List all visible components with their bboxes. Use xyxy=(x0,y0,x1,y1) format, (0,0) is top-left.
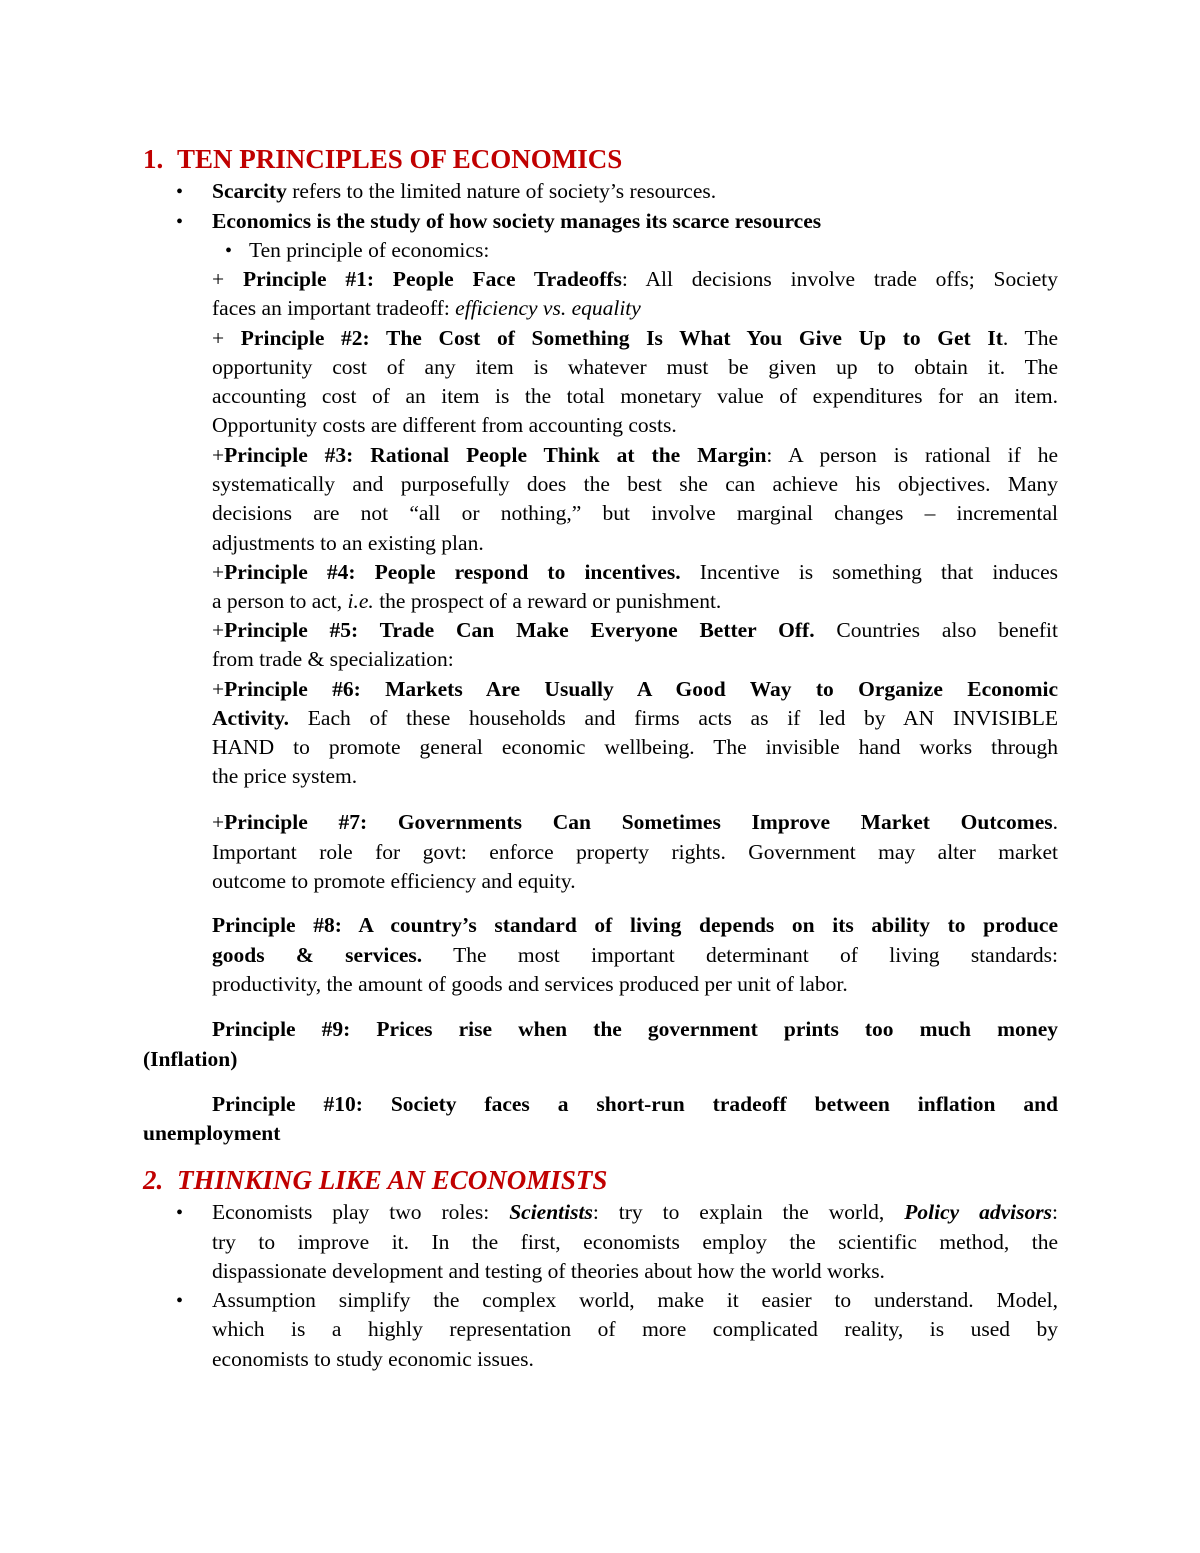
section-2-heading xyxy=(143,1164,607,1196)
principle-10-line-1 xyxy=(212,1090,1058,1119)
sub-bullet-ten-principles xyxy=(249,236,489,265)
principle-3-line-3: decisions are not “all or nothing,” but involve marginal changes – incremental xyxy=(212,501,1058,525)
principle-7-line-3: outcome to promote efficiency and equity. xyxy=(212,869,576,893)
principle-6-line-3: HAND to promote general economic wellbeing. The invisible hand works through xyxy=(212,735,1058,759)
bullet-glyph: • xyxy=(176,181,184,203)
roles-text: Economists play two roles: xyxy=(212,1200,510,1224)
principle-5-title: Principle #5: Trade Can Make Everyone Better Off. xyxy=(224,618,815,642)
bullet-glyph: • xyxy=(225,240,233,262)
principle-2-line-4: Opportunity costs are different from accounting costs. xyxy=(212,413,677,437)
principle-7-title: Principle #7: Governments Can Sometimes Improve Market Outcomes xyxy=(224,810,1053,834)
principle-10-line-2 xyxy=(143,1119,280,1148)
principle-4-title: Principle #4: People respond to incentives. xyxy=(224,560,681,584)
principle-1-line-2 xyxy=(212,294,641,323)
scientists-term: Scientists xyxy=(509,1200,593,1224)
policy-advisors-term: Policy advisors xyxy=(904,1200,1053,1224)
principle-5-line-1 xyxy=(212,616,1058,645)
principle-3-text: : A person is rational if he xyxy=(766,443,1058,467)
assumption-line-2: which is a highly representation of more complicated reality, is used by xyxy=(212,1317,1058,1341)
principle-6-text: Each of these households and firms acts as if led by AN INVISIBLE xyxy=(289,706,1058,730)
principle-1-italic: efficiency vs. equality xyxy=(455,296,641,320)
principle-8-text: The most important determinant of living standards: xyxy=(422,943,1058,967)
section-2-title: THINKING LIKE AN ECONOMISTS xyxy=(177,1165,608,1195)
plus-marker: + xyxy=(212,618,225,642)
principle-4-text: the prospect of a reward or punishment. xyxy=(373,589,722,613)
principle-6-title: Principle #6: Markets Are Usually A Good Way to Organize Economic xyxy=(224,677,1058,701)
principle-4-text: Incentive is something that induces xyxy=(680,560,1058,584)
principle-8-title: Principle #8: A country’s standard of living depends on its ability to produce xyxy=(212,913,1058,937)
roles-text: : try to explain the world, xyxy=(592,1200,905,1224)
principle-8-line-2 xyxy=(212,941,1058,970)
principle-9-line-1 xyxy=(212,1015,1058,1044)
plus-marker: + xyxy=(212,677,225,701)
principle-7-line-2: Important role for govt: enforce property rights. Government may alter market xyxy=(212,840,1058,864)
principle-2-line-3: accounting cost of an item is the total monetary value of expenditures for an item. xyxy=(212,384,1058,408)
ten-principles-label: Ten principle of economics: xyxy=(249,238,490,262)
principle-8-line-3: productivity, the amount of goods and services produced per unit of labor. xyxy=(212,972,848,996)
principle-8-line-1 xyxy=(212,911,1058,940)
bullet-glyph: • xyxy=(176,211,184,233)
principle-6-line-2 xyxy=(212,704,1058,733)
principle-1-line-1 xyxy=(212,265,1058,294)
principle-7-text: . xyxy=(1052,810,1058,834)
principle-3-title: Principle #3: Rational People Think at the Margin xyxy=(224,443,767,467)
principle-9-title: (Inflation) xyxy=(143,1047,238,1071)
assumption-line-3: economists to study economic issues. xyxy=(212,1347,534,1371)
bullet-scarcity xyxy=(212,177,716,206)
principle-3-line-1 xyxy=(212,441,1058,470)
principle-3-line-4: adjustments to an existing plan. xyxy=(212,531,484,555)
principle-4-line-2 xyxy=(212,587,721,616)
principle-1-title: Principle #1: People Face Tradeoffs xyxy=(242,267,622,291)
principle-1-text: : All decisions involve trade offs; Society xyxy=(621,267,1058,291)
scarcity-term: Scarcity xyxy=(212,179,287,203)
principle-6-line-4: the price system. xyxy=(212,764,358,788)
section-1-number: 1. xyxy=(143,144,164,174)
principle-5-text: Countries also benefit xyxy=(814,618,1058,642)
roles-line-1 xyxy=(212,1198,1058,1227)
principle-9-line-2 xyxy=(143,1045,237,1074)
section-2-number: 2. xyxy=(143,1165,164,1195)
principle-4-text: a person to act, xyxy=(212,589,348,613)
principle-2-line-1 xyxy=(212,324,1058,353)
assumption-line-1: Assumption simplify the complex world, make it easier to understand. Model, xyxy=(212,1288,1058,1312)
principle-2-text: . The xyxy=(1002,326,1058,350)
bullet-glyph: • xyxy=(176,1290,184,1312)
roles-text: : xyxy=(1052,1200,1058,1224)
principle-7-line-1 xyxy=(212,808,1058,837)
scarcity-definition: refers to the limited nature of society’s resources. xyxy=(286,179,717,203)
principle-10-title: unemployment xyxy=(143,1121,281,1145)
principle-6-title: Activity. xyxy=(212,706,290,730)
principle-2-line-2: opportunity cost of any item is whatever must be given up to obtain it. The xyxy=(212,355,1058,379)
section-1-heading xyxy=(143,143,622,175)
roles-line-2: try to improve it. In the first, economists employ the scientific method, the xyxy=(212,1230,1058,1254)
principle-4-italic: i.e. xyxy=(347,589,374,613)
roles-line-3: dispassionate development and testing of theories about how the world works. xyxy=(212,1259,885,1283)
economics-definition: Economics is the study of how society manages its scarce resources xyxy=(212,209,822,233)
principle-4-line-1 xyxy=(212,558,1058,587)
principle-6-line-1 xyxy=(212,675,1058,704)
principle-2-title: Principle #2: The Cost of Something Is What You Give Up to Get It xyxy=(240,326,1003,350)
bullet-economics-definition xyxy=(212,207,821,236)
plus-marker: + xyxy=(212,326,241,350)
plus-marker: + xyxy=(212,810,225,834)
principle-1-text: faces an important tradeoff: xyxy=(212,296,456,320)
principle-10-title: Principle #10: Society faces a short-run tradeoff between inflation and xyxy=(212,1092,1058,1116)
principle-8-title: goods & services. xyxy=(212,943,423,967)
plus-marker: + xyxy=(212,267,243,291)
principle-3-line-2: systematically and purposefully does the best she can achieve his objectives. Many xyxy=(212,472,1058,496)
plus-marker: + xyxy=(212,443,225,467)
section-1-title: TEN PRINCIPLES OF ECONOMICS xyxy=(177,144,623,174)
principle-9-title: Principle #9: Prices rise when the government prints too much money xyxy=(212,1017,1058,1041)
plus-marker: + xyxy=(212,560,225,584)
bullet-glyph: • xyxy=(176,1202,184,1224)
principle-5-line-2: from trade & specialization: xyxy=(212,647,454,671)
